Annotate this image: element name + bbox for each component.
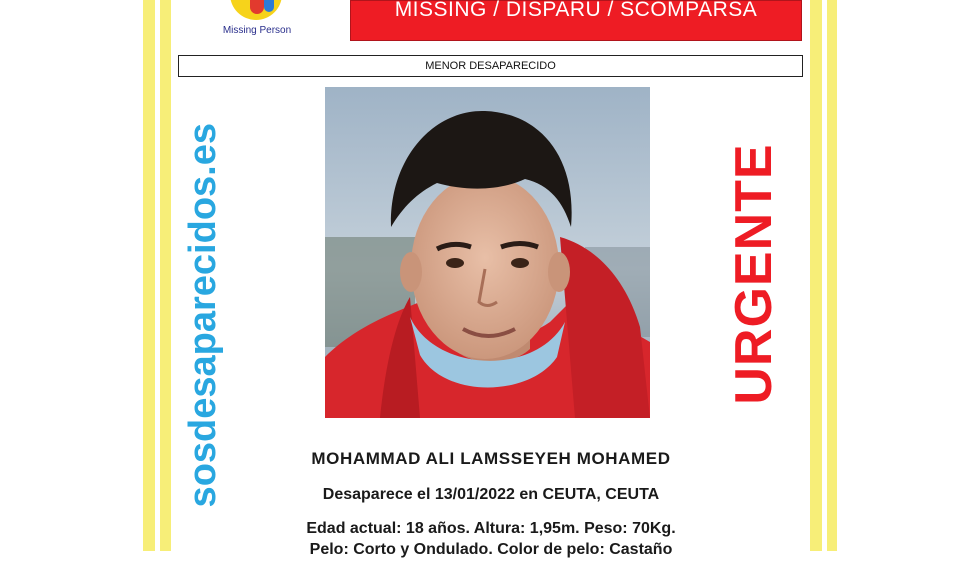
person-photo [325, 87, 650, 418]
missing-person-logo [222, 0, 292, 40]
logo-emblem [230, 0, 282, 20]
person-name: MOHAMMAD ALI LAMSSEYEH MOHAMED [311, 449, 671, 468]
category-box: MENOR DESAPARECIDO [178, 55, 803, 77]
disappearance-info: Desaparece el 13/01/2022 en CEUTA, CEUTA [322, 486, 660, 503]
website-vertical-text: sosdesaparecidos.es [181, 123, 224, 508]
left-border-stripe-inner [160, 0, 171, 551]
left-border-stripe-outer [143, 0, 155, 551]
right-border-stripe-outer [827, 0, 837, 551]
hair-details: Pelo: Corto y Ondulado. Color de pelo: Castaño [309, 541, 673, 558]
physical-details: Edad actual: 18 años. Altura: 1,95m. Peso: 70Kg. [306, 520, 676, 537]
logo-label: Missing Person [222, 25, 292, 36]
portrait-illustration [325, 87, 650, 418]
urgent-vertical-text: URGENTE [725, 143, 783, 405]
right-border-stripe-inner [810, 0, 822, 551]
missing-banner: MISSING / DISPARU / SCOMPARSA [350, 0, 802, 41]
